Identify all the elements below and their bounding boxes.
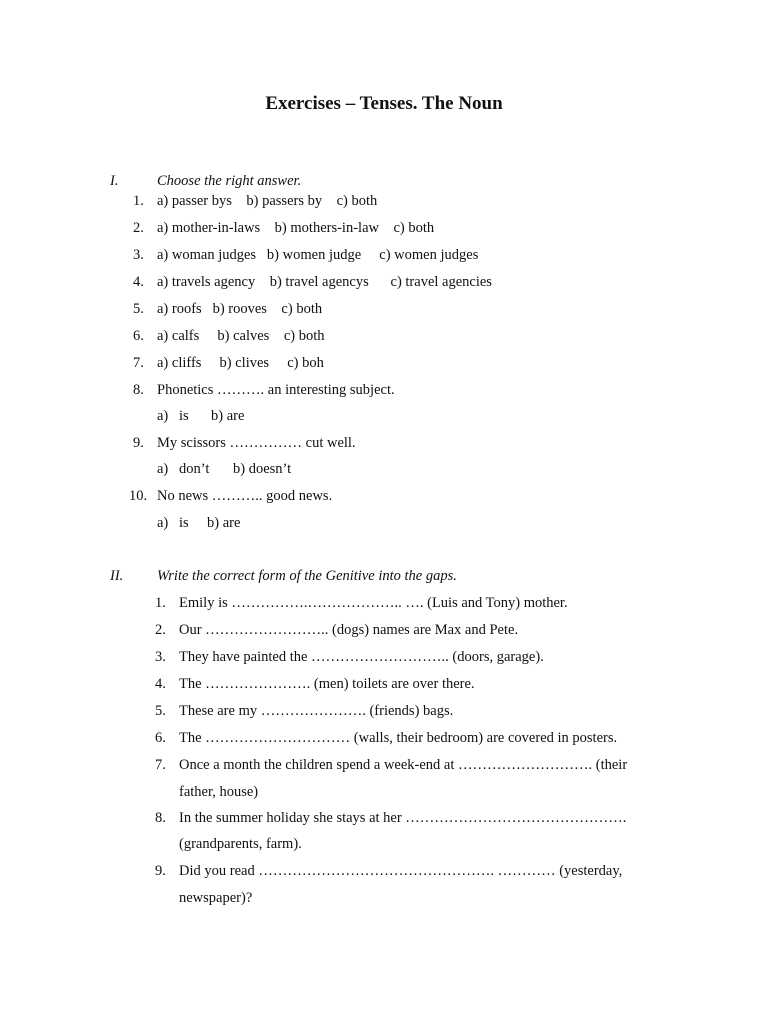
s1-item-6-number: 6. — [133, 328, 144, 344]
s2-item-3-text: They have painted the ……………………….. (doors, garage). — [179, 649, 544, 665]
s1-item-3-number: 3. — [133, 247, 144, 263]
s2-item-1-text: Emily is …………….……………….. …. (Luis and Tony) mother. — [179, 595, 568, 611]
s1-item-8-option-a: is — [179, 408, 189, 424]
s1-item-9-option-a-letter: a) — [157, 461, 169, 477]
s1-item-10-number: 10. — [129, 488, 148, 504]
s2-item-7-continuation: father, house) — [179, 784, 259, 800]
s1-item-8-option-b: b) are — [211, 408, 245, 424]
s1-item-7-text: a) cliffs b) clives c) boh — [157, 355, 324, 371]
s1-item-10-option-a-letter: a) — [157, 515, 169, 531]
s2-item-8-continuation: (grandparents, farm). — [179, 836, 302, 852]
section-2-number: II. — [110, 568, 124, 584]
s2-item-4-number: 4. — [155, 676, 166, 692]
s1-item-7-number: 7. — [133, 355, 144, 371]
s2-item-1-number: 1. — [155, 595, 166, 611]
s2-item-9-number: 9. — [155, 863, 166, 879]
s1-item-9-option-b: b) doesn’t — [233, 461, 292, 477]
s1-item-6-text: a) calfs b) calves c) both — [157, 328, 325, 344]
s1-item-10-option-b: b) are — [207, 515, 241, 531]
s2-item-2-number: 2. — [155, 622, 166, 638]
s1-item-5-number: 5. — [133, 301, 144, 317]
s1-item-2-number: 2. — [133, 220, 144, 236]
s1-item-9-number: 9. — [133, 435, 144, 451]
s2-item-6-number: 6. — [155, 730, 166, 746]
s1-item-3-text: a) woman judges b) women judge c) women judges — [157, 247, 479, 263]
s1-item-8-number: 8. — [133, 382, 144, 398]
s2-item-5-text: These are my …………………. (friends) bags. — [179, 703, 454, 719]
s1-item-8-option-a-letter: a) — [157, 408, 169, 424]
s1-item-10-text: No news ……….. good news. — [157, 488, 333, 504]
s2-item-5-number: 5. — [155, 703, 166, 719]
s1-item-5-text: a) roofs b) rooves c) both — [157, 301, 323, 317]
s1-item-4-text: a) travels agency b) travel agencys c) travel agencies — [157, 274, 492, 290]
s2-item-4-text: The …………………. (men) toilets are over there. — [179, 676, 475, 692]
s1-item-8-text: Phonetics ………. an interesting subject. — [157, 382, 395, 398]
s1-item-2-text: a) mother-in-laws b) mothers-in-law c) both — [157, 220, 435, 236]
s2-item-2-text: Our …………………….. (dogs) names are Max and Pete. — [179, 622, 519, 638]
page-title: Exercises – Tenses. The Noun — [265, 93, 503, 114]
section-1-heading: Choose the right answer. — [157, 173, 302, 189]
s2-item-9-text: Did you read …………………………………………. ………… (yesterday, — [179, 863, 623, 879]
s2-item-7-text: Once a month the children spend a week-end at ………………………. (their — [179, 757, 628, 773]
s1-item-4-number: 4. — [133, 274, 144, 290]
s2-item-3-number: 3. — [155, 649, 166, 665]
s1-item-9-option-a: don’t — [179, 461, 210, 477]
s2-item-6-text: The ………………………… (walls, their bedroom) are covered in posters. — [179, 730, 618, 746]
section-2-heading: Write the correct form of the Genitive into the gaps. — [157, 568, 457, 584]
section-1-number: I. — [110, 173, 119, 189]
s1-item-1-text: a) passer bys b) passers by c) both — [157, 193, 378, 209]
s2-item-8-text: In the summer holiday she stays at her ………………………………………. — [179, 810, 627, 826]
s2-item-9-continuation: newspaper)? — [179, 890, 253, 906]
s1-item-10-option-a: is — [179, 515, 189, 531]
s2-item-8-number: 8. — [155, 810, 166, 826]
s1-item-1-number: 1. — [133, 193, 144, 209]
s2-item-7-number: 7. — [155, 757, 166, 773]
s1-item-9-text: My scissors …………… cut well. — [157, 435, 356, 451]
